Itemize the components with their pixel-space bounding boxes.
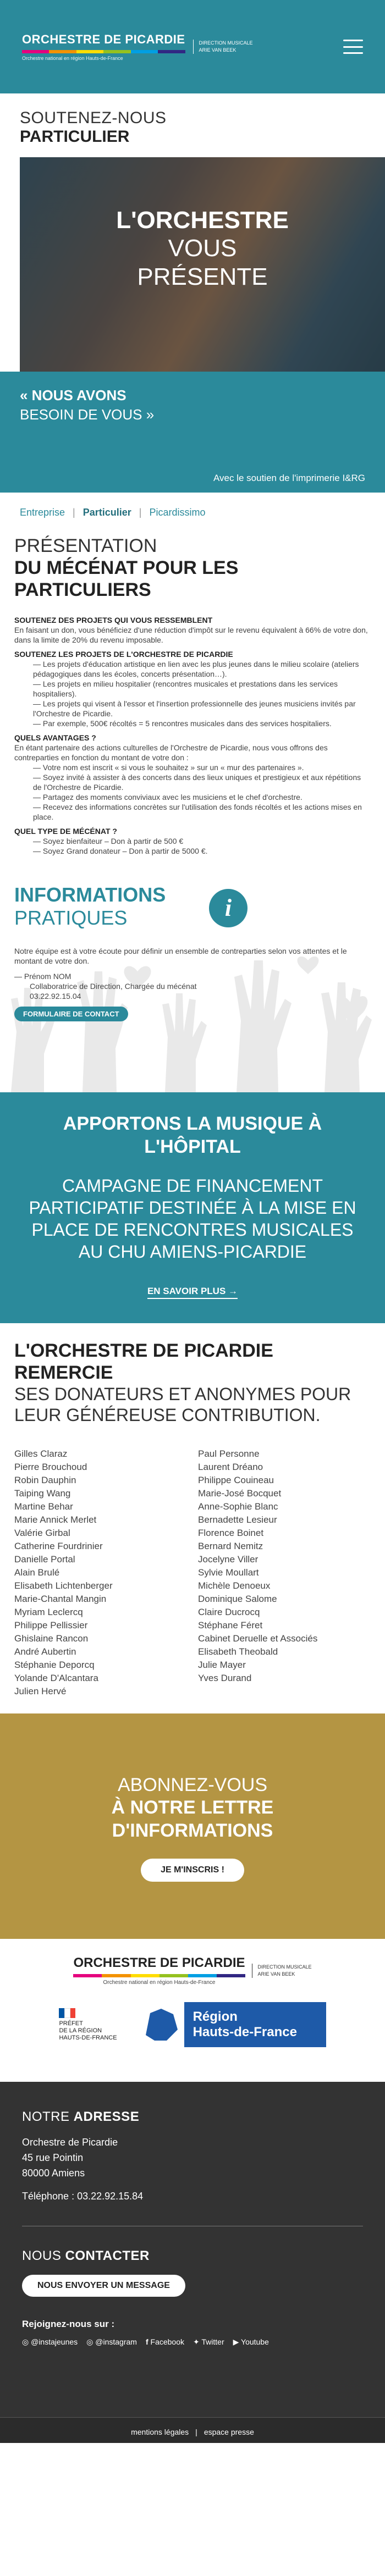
contact-heading-bold: CONTACTER [65,2248,150,2263]
donor-name: Cabinet Deruelle et Associés [198,1633,318,1644]
newsletter-line2: À NOTRE LETTRE [111,1797,274,1818]
donor-name: Valérie Girbal [14,1528,70,1538]
tab-particulier[interactable]: Particulier [82,507,131,518]
partner-logo-orchestre[interactable] [73,1955,311,1986]
donor-name: Julien Hervé [14,1686,67,1696]
donor-name: Marie-Chantal Mangin [14,1594,107,1604]
paragraph: Notre équipe est à votre écoute pour définir un ensemble de contreparties selon vos attentes et le montant de votre don. [14,947,347,965]
donor-name: Jocelyne Viller [198,1554,258,1565]
partner-logo-title: ORCHESTRE DE PICARDIE [73,1955,245,1970]
presentation-title-bold2: PARTICULIERS [14,579,151,600]
tab-entreprise[interactable]: Entreprise [20,507,65,518]
list-item: — Soyez bienfaiteur – Don à partir de 500 € [33,837,184,845]
social-link-youtube[interactable] [233,2337,269,2347]
twitter-icon: ✦ [193,2337,200,2346]
address-heading-bold: ADRESSE [73,2109,140,2124]
newsletter-line3: D'INFORMATIONS [112,1820,273,1841]
donor-list [0,1425,385,1698]
info-title-light: PRATIQUES [14,906,128,929]
donor-tabs [0,493,385,535]
region-wordmark [184,2009,306,2040]
hero-line3: PRÉSENTE [137,263,268,290]
donor-name: Sylvie Moullart [198,1567,259,1578]
social-label: @instagram [95,2337,137,2346]
donor-name: Julie Mayer [198,1660,246,1670]
donor-name: Myriam Leclercq [14,1607,83,1617]
donor-name: Gilles Claraz [14,1449,68,1459]
site-header [0,0,385,93]
intro-title-light: SOUTENEZ-NOUS [20,109,167,127]
hospital-title: APPORTONS LA MUSIQUE À L'HÔPITAL [63,1113,322,1157]
social-links [22,2337,363,2347]
partner-logo-bars [73,1974,245,1977]
tab-separator: | [139,507,142,518]
band-line2: BESOIN DE VOUS » [20,406,155,423]
presentation-title-bold1: DU MÉCÉNAT POUR LES [14,557,239,578]
logo-direction-line2: ARIE VAN BEEK [199,47,237,53]
donor-name: Pierre Brouchoud [14,1462,87,1472]
hero-image [20,157,385,372]
intro-heading [0,93,385,146]
social-link-instajeunes[interactable] [22,2337,78,2347]
contact-heading [22,2248,363,2264]
donor-name: André Aubertin [14,1646,76,1657]
donor-name: Yolande D'Alcantara [14,1673,98,1683]
social-link-instagram[interactable] [86,2337,137,2347]
list-item: — Soyez Grand donateur – Don à partir de 5000 €. [33,847,208,855]
donor-name: Philippe Couineau [198,1475,274,1485]
list-item: — Votre nom est inscrit « si vous le souhaitez » sur un « mur des partenaires ». [33,763,304,772]
donor-name: Robin Dauphin [14,1475,76,1485]
join-us-label: Rejoignez-nous sur : [22,2319,115,2329]
hospital-text: CAMPAGNE DE FINANCEMENT PARTICIPATIF DESTINÉE À LA MISE EN PLACE DE RENCONTRES MUSICALES AU CHU AMIENS-PICARDIE [29,1176,356,1262]
donor-name: Elisabeth Theobald [198,1646,278,1657]
donor-name: Dominique Salome [198,1594,277,1604]
social-link-twitter[interactable] [193,2337,224,2347]
donor-name: Stéphane Féret [198,1620,263,1630]
contact-phone: 03.22.92.15.04 [30,992,81,1000]
learn-more-link[interactable]: EN SAVOIR PLUS → [147,1286,238,1299]
donor-name: Danielle Portal [14,1554,75,1565]
address-block [22,2135,363,2204]
hamburger-icon[interactable] [343,40,363,54]
prefet-line3: HAUTS-DE-FRANCE [59,2034,117,2041]
logo-direction [193,40,253,54]
subscribe-button[interactable]: JE M'INSCRIS ! [141,1859,244,1882]
list-item: — Par exemple, 500€ récoltés = 5 rencontres musicales dans des services hospitaliers. [33,719,332,728]
donor-name: Laurent Dréano [198,1462,263,1472]
donor-name: Marie Annick Merlet [14,1514,97,1525]
site-footer [0,2082,385,2417]
practical-info-section [0,856,385,1092]
address-line3: 80000 Amiens [22,2168,85,2179]
address-heading-light: NOTRE [22,2109,74,2124]
social-link-facebook[interactable] [146,2337,184,2347]
site-logo[interactable] [22,32,253,61]
social-label: Facebook [150,2337,184,2346]
subheading: SOUTENEZ DES PROJETS QUI VOUS RESSEMBLENT [14,616,213,624]
region-line2: Hauts-de-France [193,2025,297,2039]
band-line1: « NOUS AVONS [20,387,127,403]
donor-list-right [198,1447,371,1698]
info-body [14,946,371,1001]
donor-list-left [14,1447,187,1698]
newsletter-section [0,1713,385,1939]
hero-line2: VOUS [168,235,237,262]
donor-name: Florence Boinet [198,1528,264,1538]
partner-logos-row [0,2002,385,2047]
address-line2: 45 rue Pointin [22,2152,84,2163]
legal-link[interactable]: mentions légales [131,2428,189,2436]
paragraph: En faisant un don, vous bénéficiez d'une réduction d'impôt sur le revenu équivalent à 66% de votre don, dans la limite de 20% du revenu imposable. [14,626,368,644]
donor-name: Alain Brulé [14,1567,60,1578]
paragraph: En étant partenaire des actions culturelles de l'Orchestre de Picardie, nous vous offrons des contreparties en fonction du montant de votre don : [14,743,328,762]
list-item: — Les projets qui visent à l'essor et l'insertion professionnelle des jeunes musiciens invités par l'Orchestre de Picardie. [33,699,356,718]
social-label: Youtube [241,2337,269,2346]
social-label: @instajeunes [31,2337,78,2346]
region-line1: Région [193,2009,238,2024]
donor-name: Paul Personne [198,1449,260,1459]
hospital-campaign-section [0,1092,385,1323]
list-item: — Recevez des informations concrètes sur l'utilisation des fonds récoltés et les actions mises en place. [33,803,362,821]
region-emblem-icon [139,2002,184,2047]
logo-color-bars [22,50,185,53]
prefet-logo[interactable] [59,2008,117,2042]
presentation-title-light: PRÉSENTATION [14,535,157,556]
donor-name: Anne-Sophie Blanc [198,1501,278,1512]
phone-number[interactable]: Téléphone : 03.22.92.15.84 [22,2191,144,2202]
address-line1: Orchestre de Picardie [22,2137,118,2148]
list-item: — Soyez invité à assister à des concerts dans des lieux uniques et prestigieux et aux répétitions de l'Orchestre de Picardie. [33,773,361,792]
youtube-icon: ▶ [233,2337,239,2346]
donor-name: Catherine Fourdrinier [14,1541,103,1551]
donor-name: Bernadette Lesieur [198,1514,277,1525]
donor-name: Bernard Nemitz [198,1541,263,1551]
donor-name: Taiping Wang [14,1488,71,1499]
partner-logo-direction [252,1964,312,1978]
contact-heading-light: NOUS [22,2248,65,2263]
list-item: — Les projets d'éducation artistique en lien avec les plus jeunes dans le milieu scolaire (ateliers pédagogiques dans les écoles, concerts présentation…). [33,660,359,678]
donor-name: Elisabeth Lichtenberger [14,1580,113,1591]
subheading: SOUTENEZ LES PROJETS DE L'ORCHESTRE DE PICARDIE [14,650,233,659]
intro-title-bold: PARTICULIER [20,128,130,146]
presentation-body [0,601,385,856]
thanks-title2: REMERCIE [14,1362,113,1383]
press-link[interactable]: espace presse [204,2428,254,2436]
donor-name: Claire Ducrocq [198,1607,260,1617]
tab-picardissimo[interactable]: Picardissimo [149,507,206,518]
contact-role: Collaboratrice de Direction, Chargée du mécénat [30,982,197,991]
contact-form-button[interactable]: FORMULAIRE DE CONTACT [14,1007,128,1021]
logo-subtitle: Orchestre national en région Hauts-de-France [22,56,123,61]
partner-logo-subtitle: Orchestre national en région Hauts-de-France [103,1980,216,1986]
thanks-title1: L'ORCHESTRE DE PICARDIE [14,1340,273,1361]
footer-separator: | [195,2428,197,2436]
instagram-icon: ◎ [86,2337,94,2346]
thanks-heading [0,1323,385,1425]
send-message-button[interactable]: NOUS ENVOYER UN MESSAGE [22,2275,185,2297]
prefet-line1: PRÉFET [59,2020,83,2027]
logo-title: ORCHESTRE DE PICARDIE [22,32,185,46]
hero-line1: L'ORCHESTRE [116,207,289,234]
social-label: Twitter [201,2337,224,2346]
subheading: QUELS AVANTAGES ? [14,733,96,742]
donor-name: Ghislaine Rancon [14,1633,89,1644]
contact-name: — Prénom NOM [14,972,72,981]
sponsor-text: Avec le soutien de l'imprimerie I&RG [213,473,365,483]
need-you-band [0,372,385,493]
region-logo[interactable] [139,2002,326,2047]
thanks-subtitle: SES DONATEURS ET ANONYMES POUR LEUR GÉNÉREUSE CONTRIBUTION. [14,1384,351,1425]
newsletter-line1: ABONNEZ-VOUS [117,1775,268,1795]
donor-name: Michèle Denoeux [198,1580,271,1591]
partners-section [0,1939,385,2082]
donor-name: Martine Behar [14,1501,73,1512]
footer-bottom-bar [0,2417,385,2443]
address-heading [22,2109,363,2125]
donor-name: Yves Durand [198,1673,252,1683]
flag-icon [59,2008,75,2018]
info-title-bold: INFORMATIONS [14,883,166,906]
subheading: QUEL TYPE DE MÉCÉNAT ? [14,827,117,836]
facebook-icon: f [145,2337,148,2346]
hero-caption [20,207,385,291]
presentation-section [0,535,385,856]
list-item: — Partagez des moments conviviaux avec les musiciens et le chef d'orchestre. [33,793,302,801]
tab-separator: | [73,507,75,518]
instagram-icon: ◎ [22,2337,29,2346]
info-icon: i [209,889,248,927]
prefet-line2: DE LA RÉGION [59,2027,102,2034]
partner-dir-line2: ARIE VAN BEEK [257,1971,295,1977]
list-item: — Les projets en milieu hospitalier (rencontres musicales et prestations dans les services hospitaliers). [33,679,338,698]
donor-name: Philippe Pellissier [14,1620,88,1630]
partner-dir-line1: DIRECTION MUSICALE [257,1964,312,1970]
logo-direction-line1: DIRECTION MUSICALE [199,40,253,46]
donor-name: Stéphanie Deporcq [14,1660,95,1670]
donor-name: Marie-José Bocquet [198,1488,282,1499]
